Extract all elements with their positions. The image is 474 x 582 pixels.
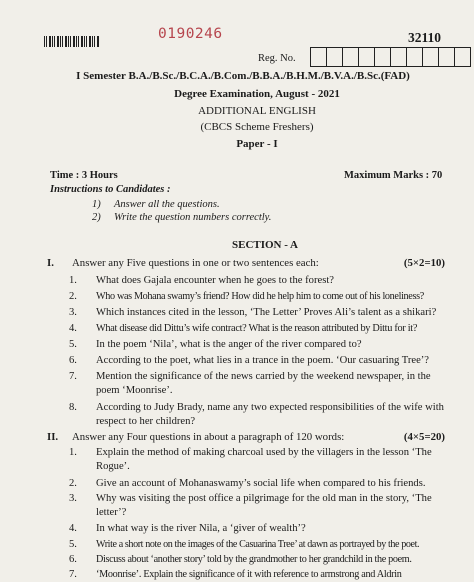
- question-item: 1. Explain the method of making charcoal used by the villagers in the lesson ‘The Rogue’.: [69, 447, 432, 472]
- question-item: 6. Discuss about ‘another story’ told by the grandmother to her grandchild in the poem.: [69, 554, 412, 565]
- serial-number: 0190246: [158, 26, 223, 42]
- exam-title: Degree Examination, August - 2021: [174, 88, 340, 100]
- maximum-marks: Maximum Marks : 70: [344, 170, 443, 181]
- question-marks: (5×2=10): [403, 257, 445, 269]
- paper-title: Paper - I: [236, 138, 278, 150]
- question-heading: I. Answer any Five questions in one or two sentences each: (5×2=10): [47, 257, 445, 269]
- question-item: 4. What disease did Dittu’s wife contract? What is the reason attributed by Dittu for it?: [69, 323, 418, 334]
- question-item: 5. Write a short note on the images of the Casuarina Tree’ at dawn as portrayed by the poet.: [69, 539, 420, 550]
- question-item: 3. Which instances cited in the lesson, ‘The Letter’ Proves Ali’s talent as a shikari?: [69, 307, 437, 318]
- paper-code: 32110: [408, 30, 442, 45]
- section-heading: SECTION - A: [231, 239, 299, 251]
- instruction-item: 2) Write the question numbers correctly.: [92, 212, 272, 223]
- question-item: 1. What does Gajala encounter when he goes to the forest?: [69, 275, 334, 286]
- question-item: 7. Mention the significance of the news carried by the weekend newspaper, in the poem ‘Moonrise’.: [69, 371, 431, 396]
- question-item: 8. According to Judy Brady, name any two expected responsibilities of the wife with respect to her children?: [69, 402, 444, 427]
- question-item: 3. Why was visiting the post office a pilgrimage for the old man in the story, ‘The letter’?: [69, 493, 432, 518]
- question-marks: (4×5=20): [403, 431, 445, 443]
- question-item: 2. Give an account of Mohanaswamy’s social life when compared to his friends.: [69, 478, 426, 489]
- reg-no-boxes: [310, 47, 471, 67]
- question-item: 4. In what way is the river Nila, a ‘giver of wealth’?: [69, 523, 306, 534]
- instruction-item: 1) Answer all the questions.: [92, 199, 220, 210]
- reg-no-label: Reg. No.: [258, 53, 296, 64]
- question-item: 6. According to the poet, what lies in a trance in the poem. ‘Our casuaring Tree’?: [69, 355, 430, 366]
- subject-title: ADDITIONAL ENGLISH: [198, 105, 316, 117]
- question-item: 7. ‘Moonrise’. Explain the significance of it with reference to armstrong and Aldrin: [69, 569, 402, 580]
- question-item: 2. Who was Mohana swamy’s friend? How did he help him to come out of his loneliness?: [69, 291, 424, 302]
- scheme-title: (CBCS Scheme Freshers): [200, 121, 314, 133]
- question-heading: II. Answer any Four questions in about a paragraph of 120 words: (4×5=20): [47, 431, 445, 443]
- question-item: 5. In the poem ‘Nila’, what is the anger of the river compared to?: [69, 339, 362, 350]
- course-title: I Semester B.A./B.Sc./B.C.A./B.Com./B.B.A./B.H.M./B.V.A./B.Sc.(FAD): [76, 70, 410, 82]
- barcode: [44, 36, 100, 47]
- instructions-heading: Instructions to Candidates :: [50, 184, 171, 195]
- time-duration: Time : 3 Hours: [50, 170, 118, 181]
